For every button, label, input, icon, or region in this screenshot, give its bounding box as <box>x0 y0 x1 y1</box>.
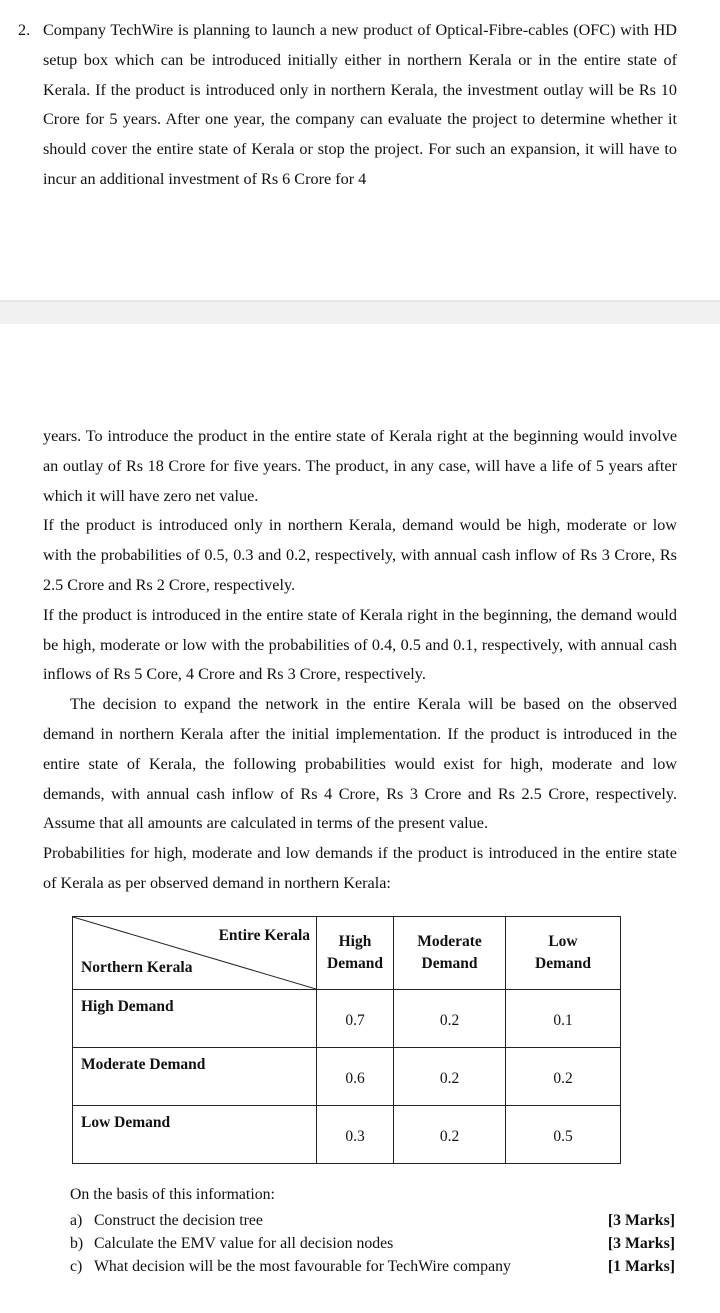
table-cell: 0.2 <box>394 1106 506 1164</box>
table-row <box>73 1106 621 1164</box>
table-cell: 0.1 <box>506 990 621 1048</box>
question-item <box>70 1258 675 1281</box>
table-cell: 0.6 <box>317 1048 394 1106</box>
row-label: Moderate Demand <box>73 1048 317 1106</box>
col-header-high <box>317 917 394 990</box>
table-header-row <box>73 917 621 990</box>
question-letter: b) <box>70 1235 84 1252</box>
table-row <box>73 990 621 1048</box>
table-cell: 0.3 <box>317 1106 394 1164</box>
question-item <box>70 1212 675 1235</box>
question-item <box>70 1235 675 1258</box>
table-cell: 0.7 <box>317 990 394 1048</box>
paragraph-3: If the product is introduced only in northern Kerala, demand would be high, moderate or low with the probabilities of 0.5, 0.3 and 0.2, respectively, with annual cash inflow of Rs 3 Crore, Rs 2.5 Crore and Rs 2 Crore, respectively. <box>43 516 677 594</box>
paragraph-2: years. To introduce the product in the entire state of Kerala right at the beginning would involve an outlay of Rs 18 Crore for five years. The product, in any case, will have a life of 5 years after which it will have zero net value. <box>43 427 677 505</box>
question-marks: [3 Marks] <box>607 1235 675 1252</box>
intro-paragraph <box>43 16 677 195</box>
table-cell: 0.2 <box>394 990 506 1048</box>
table-cell: 0.5 <box>506 1106 621 1164</box>
questions-intro: On the basis of this information: <box>70 1186 275 1203</box>
question-marks: [1 Marks] <box>607 1258 675 1275</box>
col-header-line2: Demand <box>421 955 478 972</box>
col-header-low <box>506 917 621 990</box>
row-label: High Demand <box>73 990 317 1048</box>
question-text: Calculate the EMV value for all decision nodes <box>94 1235 394 1252</box>
row-label: Low Demand <box>73 1106 317 1164</box>
question-marks: [3 Marks] <box>607 1212 675 1229</box>
question-number: 2. <box>18 21 31 39</box>
paragraph-6: Probabilities for high, moderate and low demands if the product is introduced in the entire state of Kerala as per observed demand in northern Kerala: <box>43 844 677 892</box>
col-header-line1: Moderate <box>417 933 482 950</box>
col-header-moderate <box>394 917 506 990</box>
body-paragraphs <box>43 422 677 899</box>
corner-top-label: Entire Kerala <box>218 927 310 944</box>
paragraph-4: If the product is introduced in the entire state of Kerala right in the beginning, the demand would be high, moderate or low with the probabilities of 0.4, 0.5 and 0.1, respectively, with annual cash inflows of Rs 5 Core, 4 Crore and Rs 3 Crore, respectively. <box>43 605 677 684</box>
page-break-divider <box>0 300 720 324</box>
questions-section <box>70 1186 675 1281</box>
col-header-line1: Low <box>548 933 578 950</box>
table-row <box>73 1048 621 1106</box>
question-letter: c) <box>70 1258 83 1275</box>
col-header-line1: High <box>338 933 372 950</box>
table-cell: 0.2 <box>506 1048 621 1106</box>
question-text: Construct the decision tree <box>94 1212 263 1229</box>
paragraph-1: Company TechWire is planning to launch a new product of Optical-Fibre-cables (OFC) with HD setup box which can be introduced initially either in northern Kerala or in the entire state of Kerala. If the product is introduced only in northern Kerala, the investment outlay will be Rs 10 Crore for 5 years. After one year, the company can evaluate the project to determine whether it should cover the entire state of Kerala or stop the project. For such an expansion, it will have to incur an additional investment of Rs 6 Crore for 4 <box>43 21 677 188</box>
question-letter: a) <box>70 1212 83 1229</box>
table-cell: 0.2 <box>394 1048 506 1106</box>
question-text: What decision will be the most favourable for TechWire company <box>94 1258 511 1275</box>
corner-bottom-label: Northern Kerala <box>81 959 193 976</box>
paragraph-5: The decision to expand the network in the entire Kerala will be based on the observed demand in northern Kerala after the initial implementation. If the product is introduced in the entire state of Kerala, the following probabilities would exist for high, moderate and low demands, with annual cash inflow of Rs 4 Crore, Rs 3 Crore and Rs 2.5 Crore, respectively. Assume that all amounts are calculated in terms of the present value. <box>43 695 677 833</box>
probability-table <box>72 916 621 1164</box>
table-corner-cell <box>73 917 317 990</box>
col-header-line2: Demand <box>327 955 383 972</box>
col-header-line2: Demand <box>535 955 591 972</box>
